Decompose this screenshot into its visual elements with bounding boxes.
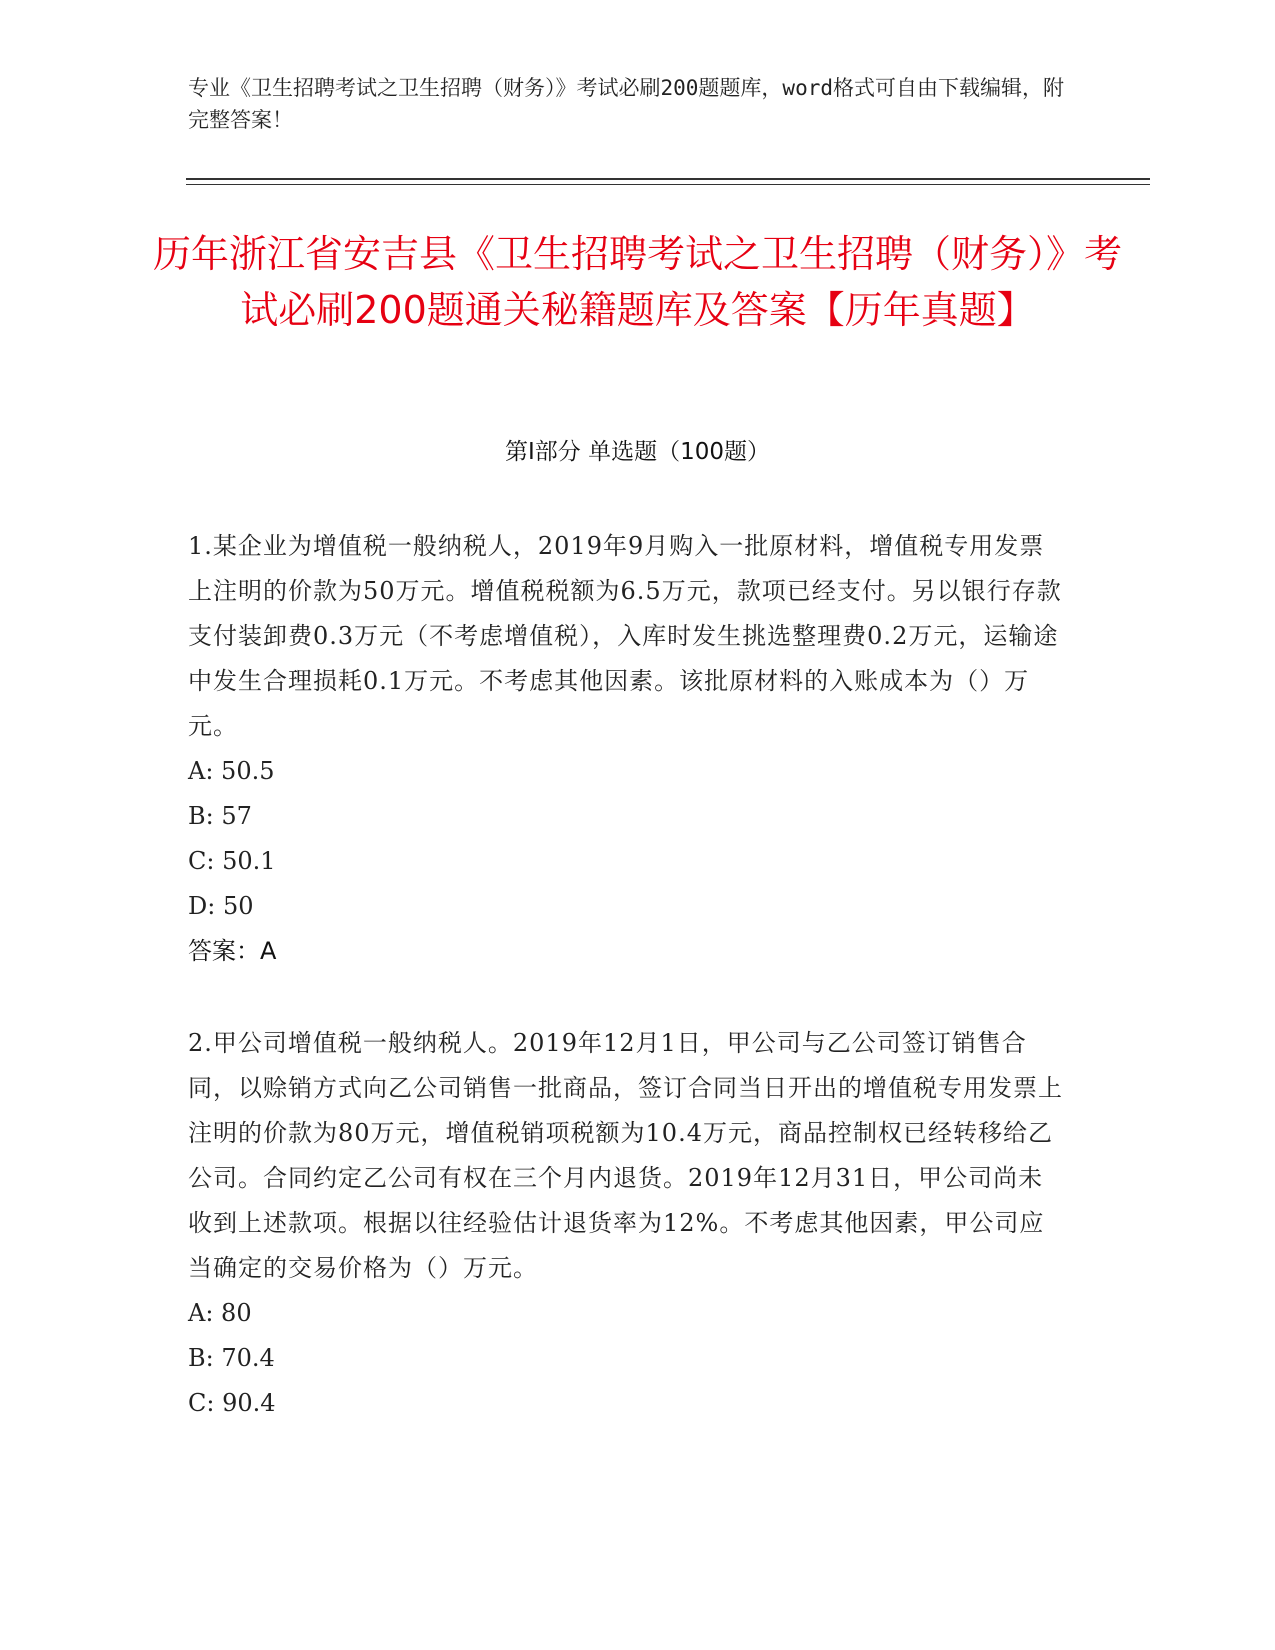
answer: 答案：A xyxy=(188,937,277,965)
header-rule-thin xyxy=(186,184,1150,185)
option-c: C: 50.1 xyxy=(188,847,276,875)
option-d: D: 50 xyxy=(188,892,254,920)
header-rule-thick xyxy=(186,178,1150,180)
option-a: A: 80 xyxy=(188,1299,252,1327)
header-note: 专业《卫生招聘考试之卫生招聘（财务）》考试必刷200题题库，word格式可自由下载编辑，附完整答案！ xyxy=(188,76,1064,132)
document-title: 历年浙江省安吉县《卫生招聘考试之卫生招聘（财务）》考试必刷200题通关秘籍题库及答案【历年真题】 xyxy=(152,232,1122,332)
option-c: C: 90.4 xyxy=(188,1389,276,1417)
option-a: A: 50.5 xyxy=(188,757,275,785)
section-heading: 第Ⅰ部分 单选题（100题） xyxy=(505,439,770,465)
question-2 xyxy=(188,1021,1068,1426)
question-stem: 1.某企业为增值税一般纳税人，2019年9月购入一批原材料，增值税专用发票上注明的价款为50万元。增值税税额为6.5万元，款项已经支付。另以银行存款支付装卸费0.3万元（不考虑增值税），入库时发生挑选整理费0.2万元，运输途中发生合理损耗0.1万元。不考虑其他因素。该批原材料的入账成本为（）万元。 xyxy=(188,532,1062,740)
question-stem: 2.甲公司增值税一般纳税人。2019年12月1日，甲公司与乙公司签订销售合同，以赊销方式向乙公司销售一批商品，签订合同当日开出的增值税专用发票上注明的价款为80万元，增值税销项税额为10.4万元，商品控制权已经转移给乙公司。合同约定乙公司有权在三个月内退货。2019年12月31日，甲公司尚未收到上述款项。根据以往经验估计退货率为12%。不考虑其他因素，甲公司应当确定的交易价格为（）万元。 xyxy=(188,1029,1063,1282)
option-b: B: 57 xyxy=(188,802,252,830)
option-b: B: 70.4 xyxy=(188,1344,275,1372)
question-1 xyxy=(188,524,1068,974)
